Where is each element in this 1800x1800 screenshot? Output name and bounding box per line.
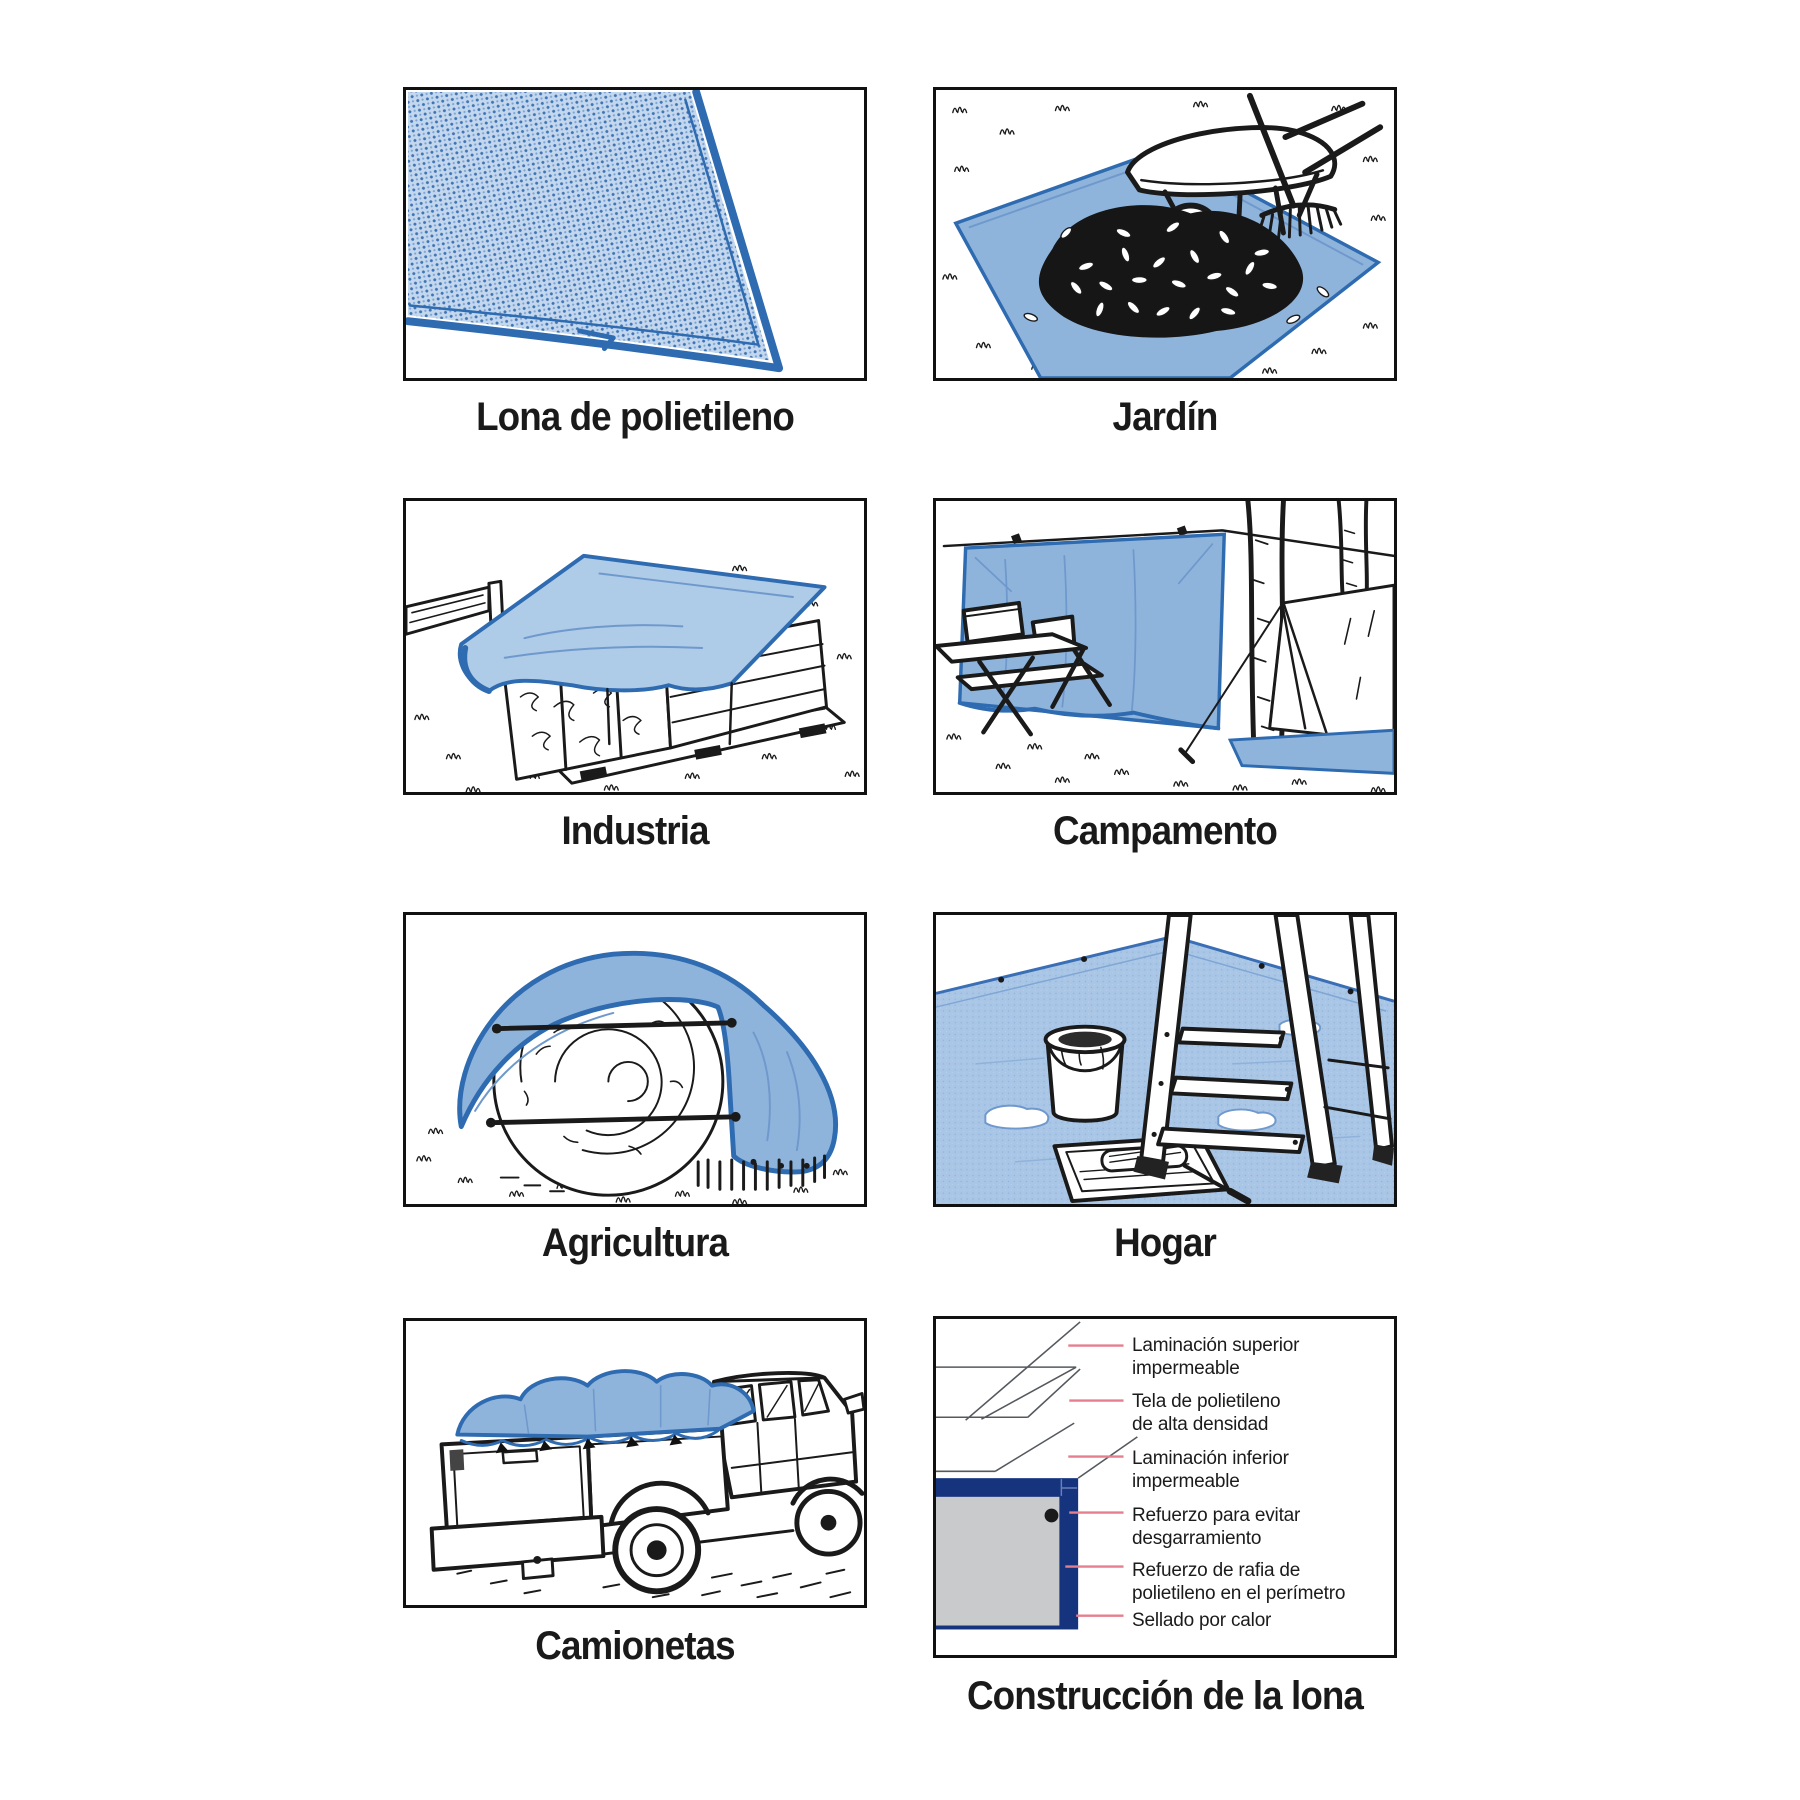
pickup-truck-drawing bbox=[406, 1321, 864, 1605]
label-laminacion-superior: Laminación superior impermeable bbox=[1132, 1335, 1300, 1379]
camping-drawing bbox=[936, 501, 1394, 792]
panel-camionetas-illustration bbox=[403, 1318, 867, 1608]
tarp-corner-swatch-icon bbox=[936, 1478, 1078, 1629]
woven-tarp-icon bbox=[408, 92, 779, 368]
caption-jardin: Jardín bbox=[1112, 395, 1218, 439]
caption-hogar: Hogar bbox=[1114, 1221, 1216, 1265]
panel-industria-illustration bbox=[403, 498, 867, 795]
grommet-icon bbox=[1045, 1509, 1059, 1523]
panel-construccion-diagram bbox=[933, 1316, 1397, 1658]
panel-campamento-illustration bbox=[933, 498, 1397, 795]
home-dropcloth-drawing bbox=[936, 915, 1394, 1204]
panel-lona-illustration bbox=[403, 87, 867, 381]
tarp-closeup-drawing bbox=[406, 90, 864, 378]
label-refuerzo-rafia: Refuerzo de rafia de polietileno en el perímetro bbox=[1132, 1560, 1346, 1604]
label-refuerzo-desgarramiento: Refuerzo para evitar desgarramiento bbox=[1132, 1505, 1301, 1549]
industry-drawing bbox=[406, 501, 864, 792]
label-tela-polietileno: Tela de polietileno de alta densidad bbox=[1132, 1391, 1281, 1435]
panel-jardin-illustration bbox=[933, 87, 1397, 381]
caption-lona: Lona de polietileno bbox=[476, 395, 794, 439]
label-sellado-calor: Sellado por calor bbox=[1132, 1610, 1272, 1631]
tent-icon bbox=[1270, 585, 1394, 742]
caption-camionetas: Camionetas bbox=[535, 1624, 735, 1668]
paint-bucket-icon bbox=[1046, 1027, 1125, 1121]
garden-drawing bbox=[936, 90, 1394, 378]
label-laminacion-inferior: Laminación inferior impermeable bbox=[1132, 1448, 1289, 1492]
hay-bale-drawing bbox=[406, 915, 864, 1204]
caption-campamento: Campamento bbox=[1053, 809, 1277, 853]
caption-construccion: Construcción de la lona bbox=[967, 1674, 1363, 1718]
caption-industria: Industria bbox=[561, 809, 709, 853]
caption-agricultura: Agricultura bbox=[541, 1221, 729, 1265]
panel-agricultura-illustration bbox=[403, 912, 867, 1207]
panel-hogar-illustration bbox=[933, 912, 1397, 1207]
